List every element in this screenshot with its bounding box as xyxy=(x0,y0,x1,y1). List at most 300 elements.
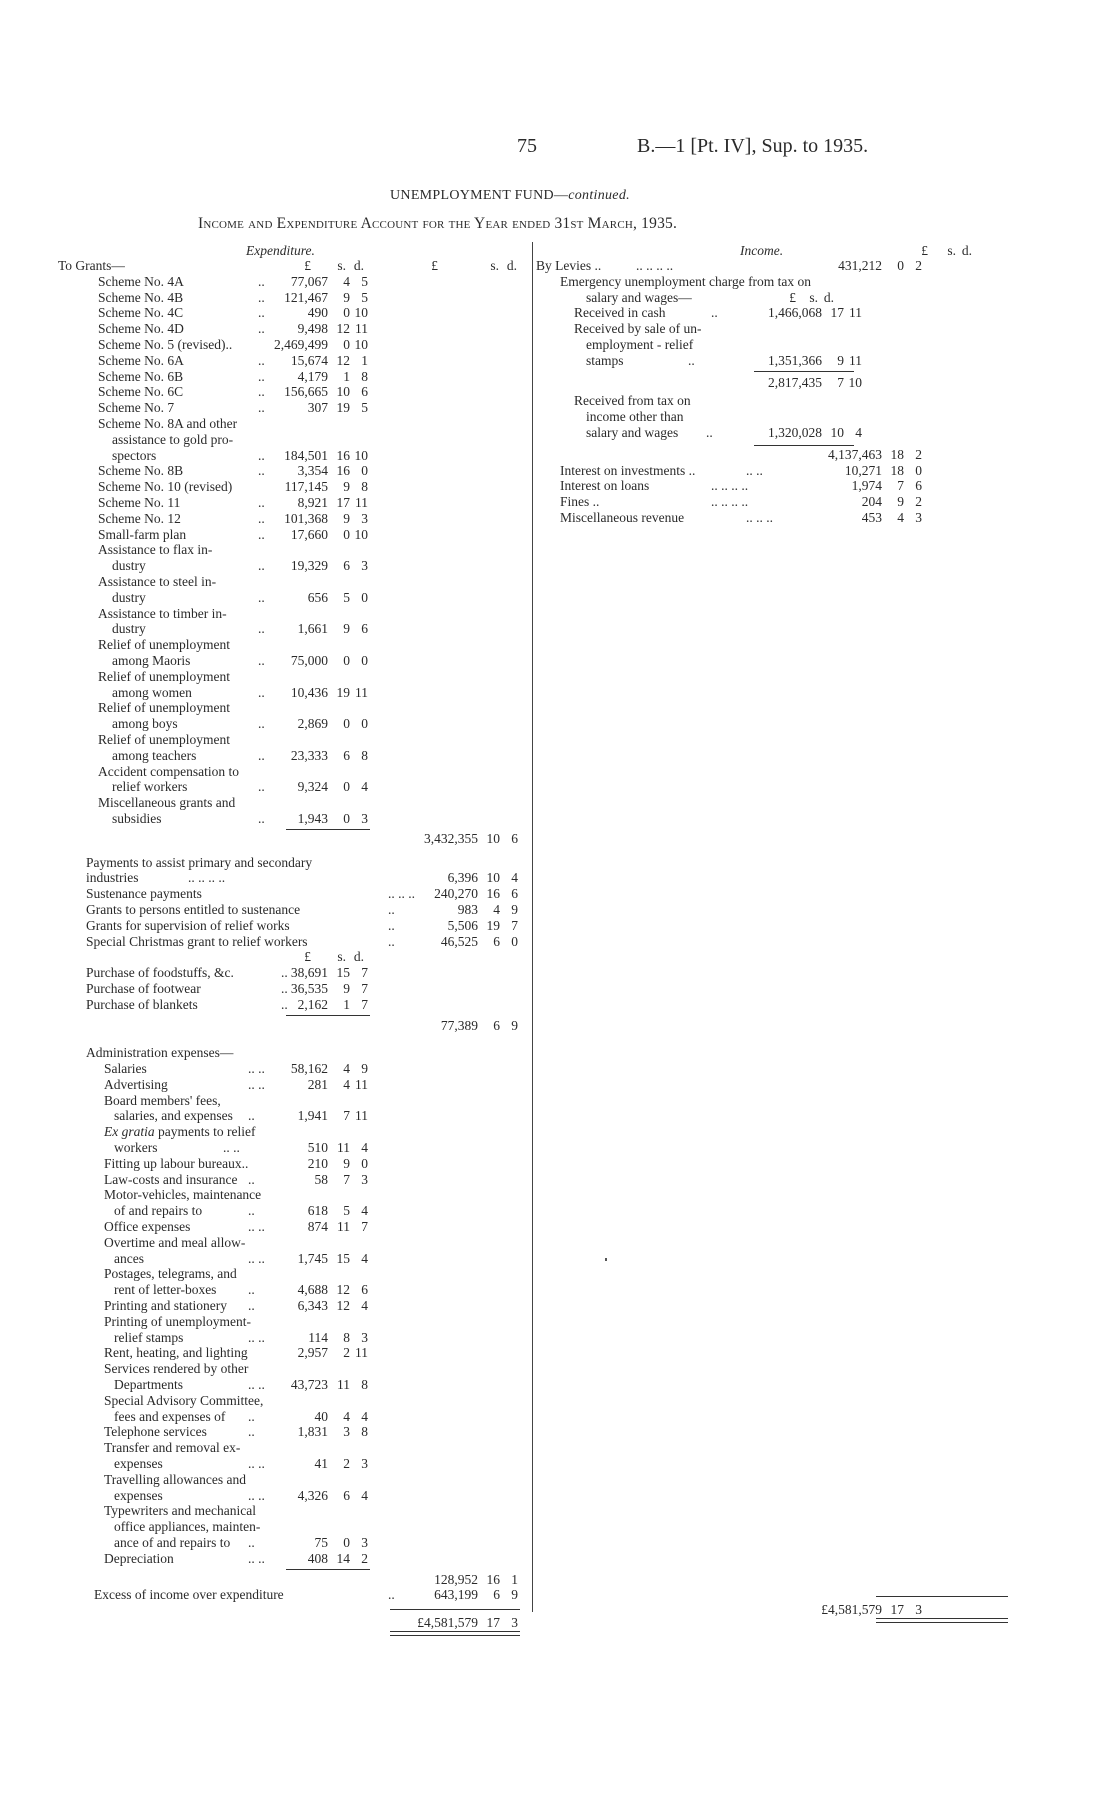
income-other-2-pence: 2 xyxy=(915,494,922,510)
grant-4-label: Scheme No. 5 (revised).. xyxy=(98,337,233,352)
grant-23-label: Miscellaneous grants and xyxy=(98,795,236,811)
admin-7-pence: 7 xyxy=(361,1219,368,1234)
grant-9-label: spectors xyxy=(112,447,157,463)
admin-16-shillings: 2 xyxy=(343,1456,350,1471)
admin-19-leader: .. .. xyxy=(248,1550,265,1566)
admin-11-pounds: 114 xyxy=(308,1329,328,1345)
payment-3-label: Grants for supervision of relief works xyxy=(86,917,290,933)
grant-20-pence: 0 xyxy=(361,716,368,732)
grant-15-pence: 3 xyxy=(361,558,368,574)
other-tax-label: Received from tax on xyxy=(574,393,691,409)
payment-3-leader: .. xyxy=(388,917,395,933)
grants-subtotal-rule xyxy=(286,829,370,830)
payment-1-label: Sustenance payments xyxy=(86,886,202,902)
income-other-0-leader: .. .. xyxy=(746,462,763,478)
grant-19-leader: .. xyxy=(258,684,265,700)
purchase-2-label: Purchase of blankets xyxy=(86,996,198,1012)
admin-7-pounds: 874 xyxy=(307,1219,328,1234)
levies-label: By Levies .. xyxy=(536,258,602,273)
grant-20-label: among boys xyxy=(112,716,178,732)
grant-23-pounds: 1,943 xyxy=(297,811,328,826)
admin-0-leader: .. .. xyxy=(248,1061,265,1076)
grant-16-leader: .. xyxy=(258,589,265,605)
grant-18-label: among Maoris xyxy=(112,653,191,668)
admin-13-pounds: 43,723 xyxy=(290,1377,328,1392)
grant-21-shillings: 6 xyxy=(343,747,350,763)
received-stamps-label: stamps xyxy=(586,352,624,368)
grant-8-label: Scheme No. 7 xyxy=(98,400,175,416)
account-title: Income and Expenditure Account for the Year ended 31st March, 1935. xyxy=(198,215,678,232)
grant-12-pence: 11 xyxy=(355,495,368,510)
other-tax-pounds: 1,320,028 xyxy=(768,425,822,440)
admin-3-pounds: 510 xyxy=(307,1140,328,1155)
grant-0-pounds: 77,067 xyxy=(290,273,328,289)
payment-4-shillings: 6 xyxy=(493,933,500,949)
grant-0-shillings: 4 xyxy=(343,273,350,289)
income-grand-total-shillings: 17 xyxy=(890,1602,904,1617)
grant-20-shillings: 0 xyxy=(343,716,350,732)
grant-7-pence: 6 xyxy=(361,384,368,400)
received-cash-label: Received in cash xyxy=(574,305,666,321)
emergency-subtotal-rule xyxy=(754,371,854,372)
purchase-0-pounds: 38,691 xyxy=(290,965,328,981)
income-other-2-pounds: 204 xyxy=(861,494,882,510)
grant-7-shillings: 10 xyxy=(336,384,350,400)
received-stamps-leader: .. xyxy=(688,352,695,368)
grant-18-shillings: 0 xyxy=(343,653,350,668)
grant-3-label: Scheme No. 4D xyxy=(98,321,184,337)
admin-17-pounds: 4,326 xyxy=(297,1487,328,1503)
excess-pounds: 643,199 xyxy=(434,1587,478,1603)
tax-total-pounds: 4,137,463 xyxy=(828,446,882,462)
emergency-label: Emergency unemployment charge from tax on xyxy=(560,273,812,289)
admin-16-pounds: 41 xyxy=(314,1456,328,1471)
payment-0-pounds: 6,396 xyxy=(447,870,478,886)
grant-4-shillings: 0 xyxy=(343,337,350,352)
admin-11-pence: 3 xyxy=(361,1329,368,1345)
grant-1-pence: 5 xyxy=(361,289,368,305)
admin-14-label: Special Advisory Committee, xyxy=(104,1392,264,1408)
excess-shillings: 6 xyxy=(493,1587,500,1603)
admin-6-label: of and repairs to xyxy=(114,1203,203,1219)
received-cash-pounds: 1,466,068 xyxy=(768,305,822,321)
emergency-label-2: salary and wages— xyxy=(586,289,692,305)
payment-2-shillings: 4 xyxy=(493,902,500,917)
admin-0-shillings: 4 xyxy=(343,1061,350,1076)
admin-label: Administration expenses— xyxy=(86,1045,234,1061)
grant-10-pence: 0 xyxy=(361,463,368,479)
admin-10-label: Printing and stationery xyxy=(104,1298,227,1313)
admin-10-pence: 4 xyxy=(361,1298,368,1313)
grant-22-label: relief workers xyxy=(112,779,188,795)
grant-6-label: Scheme No. 6B xyxy=(98,368,184,384)
admin-19-label: Depreciation xyxy=(104,1550,174,1566)
grant-18-leader: .. xyxy=(258,653,265,668)
grant-3-shillings: 12 xyxy=(336,321,350,337)
received-stamps-pence: 11 xyxy=(849,352,862,368)
grant-15-pounds: 19,329 xyxy=(290,558,328,574)
payment-3-pence: 7 xyxy=(511,917,518,933)
admin-18-shillings: 0 xyxy=(343,1535,350,1550)
received-cash-pence: 11 xyxy=(849,305,862,321)
grant-17-label: Assistance to timber in- xyxy=(98,605,227,621)
grant-0-label: Scheme No. 4A xyxy=(98,273,184,289)
admin-7-leader: .. .. xyxy=(248,1219,265,1234)
admin-18-leader: .. xyxy=(248,1535,255,1550)
grant-23-shillings: 0 xyxy=(343,811,350,826)
admin-8-shillings: 15 xyxy=(336,1250,350,1266)
admin-1-label: Advertising xyxy=(104,1076,168,1092)
grant-2-label: Scheme No. 4C xyxy=(98,305,184,321)
other-tax-pence: 4 xyxy=(855,425,862,440)
admin-2-leader: .. xyxy=(248,1108,255,1124)
page-number: 75 xyxy=(517,135,537,157)
purchase-2-leader: .. xyxy=(281,996,288,1012)
grant-22-label: Accident compensation to xyxy=(98,763,239,779)
income-other-0-pence: 0 xyxy=(915,462,922,478)
grant-5-pounds: 15,674 xyxy=(290,352,328,368)
inner-shillings-header: s. xyxy=(337,258,346,273)
grant-21-pence: 8 xyxy=(361,747,368,763)
grant-3-pence: 11 xyxy=(355,321,368,337)
ex-gratia-text: Ex gratia xyxy=(104,1124,155,1140)
grant-11-label: Scheme No. 10 (revised) xyxy=(98,479,233,495)
admin-9-shillings: 12 xyxy=(336,1282,350,1298)
admin-2-shillings: 7 xyxy=(343,1108,350,1124)
emergency-subtotal-pounds: 2,817,435 xyxy=(768,374,822,390)
grant-8-leader: .. xyxy=(258,400,265,416)
grant-22-leader: .. xyxy=(258,779,265,795)
grant-2-pence: 10 xyxy=(354,305,368,321)
grant-13-shillings: 9 xyxy=(343,510,350,526)
admin-1-leader: .. .. xyxy=(248,1076,265,1092)
grant-8-pounds: 307 xyxy=(307,400,328,416)
purchase-2-shillings: 1 xyxy=(343,996,350,1012)
document-reference: B.—1 [Pt. IV], Sup. to 1935. xyxy=(637,135,869,157)
admin-10-leader: .. xyxy=(248,1298,255,1313)
grant-22-pounds: 9,324 xyxy=(297,779,328,795)
admin-8-pounds: 1,745 xyxy=(297,1250,328,1266)
levies-pence: 2 xyxy=(915,258,922,273)
grant-11-pounds: 117,145 xyxy=(284,479,328,495)
grant-1-pounds: 121,467 xyxy=(284,289,328,305)
admin-8-label: ances xyxy=(114,1250,144,1266)
income-grand-total-pence: 3 xyxy=(915,1602,922,1617)
admin-14-label: fees and expenses of xyxy=(114,1408,226,1424)
other-tax-label: salary and wages xyxy=(586,425,679,440)
admin-19-pence: 2 xyxy=(361,1550,368,1566)
inner-pence-header: d. xyxy=(353,258,364,273)
admin-13-pence: 8 xyxy=(361,1377,368,1392)
received-cash-shillings: 17 xyxy=(830,305,844,321)
income-other-3-label: Miscellaneous revenue xyxy=(560,510,685,525)
purchases-subtotal-rule xyxy=(286,1015,370,1016)
expenditure-column xyxy=(58,243,532,1638)
grant-14-label: Small-farm plan xyxy=(98,526,187,542)
admin-total-shillings: 16 xyxy=(486,1571,500,1587)
grant-7-label: Scheme No. 6C xyxy=(98,384,184,400)
grant-9-shillings: 16 xyxy=(336,447,350,463)
admin-4-shillings: 9 xyxy=(343,1155,350,1171)
admin-3-label: Ex gratia payments to relief xyxy=(104,1124,256,1140)
admin-0-pounds: 58,162 xyxy=(290,1061,328,1076)
income-shillings-header: s. xyxy=(947,243,956,258)
received-stamps-label: employment - relief xyxy=(586,337,694,352)
grant-4-pounds: 2,469,499 xyxy=(274,337,328,352)
emergency-pounds-header: £ xyxy=(789,289,796,305)
grant-10-leader: .. xyxy=(258,463,265,479)
admin-11-shillings: 8 xyxy=(343,1329,350,1345)
admin-6-label: Motor-vehicles, maintenance xyxy=(104,1187,262,1203)
grants-total-pounds: 3,432,355 xyxy=(424,830,478,846)
admin-9-pence: 6 xyxy=(361,1282,368,1298)
admin-17-shillings: 6 xyxy=(343,1487,350,1503)
grant-21-pounds: 23,333 xyxy=(290,747,328,763)
payment-4-leader: .. xyxy=(388,933,395,949)
income-other-2-leader: .. .. .. .. xyxy=(711,494,749,510)
admin-18-pounds: 75 xyxy=(314,1535,328,1550)
grant-15-label: Assistance to flax in- xyxy=(98,542,213,558)
admin-12-pence: 11 xyxy=(355,1345,368,1361)
excess-pence: 9 xyxy=(511,1587,518,1603)
admin-16-label: expenses xyxy=(114,1456,163,1471)
income-other-3-pounds: 453 xyxy=(861,510,882,525)
admin-0-label: Salaries xyxy=(104,1061,147,1076)
income-heading: Income. xyxy=(740,243,784,258)
admin-2-pence: 11 xyxy=(355,1108,368,1124)
admin-16-pence: 3 xyxy=(361,1456,368,1471)
grant-10-pounds: 3,354 xyxy=(297,463,328,479)
purchase-1-label: Purchase of footwear xyxy=(86,981,201,996)
payment-1-pounds: 240,270 xyxy=(434,886,478,902)
grant-0-leader: .. xyxy=(258,273,265,289)
levies-leader: .. .. .. .. xyxy=(636,258,674,273)
grant-9-label: Scheme No. 8A and other xyxy=(98,416,238,431)
grant-8-pence: 5 xyxy=(361,400,368,416)
admin-3-shillings: 11 xyxy=(337,1140,350,1155)
payment-0-shillings: 10 xyxy=(486,870,500,886)
admin-18-label: Typewriters and mechanical xyxy=(104,1503,256,1519)
admin-14-pence: 4 xyxy=(361,1408,368,1424)
payment-2-leader: .. xyxy=(388,902,395,917)
income-other-3-leader: .. .. .. xyxy=(746,510,773,525)
admin-15-label: Telephone services xyxy=(104,1424,207,1440)
income-other-1-leader: .. .. .. .. xyxy=(711,478,749,494)
column-divider xyxy=(532,242,533,1612)
purchase-pence-header: d. xyxy=(353,949,364,965)
admin-8-label: Overtime and meal allow- xyxy=(104,1234,246,1250)
purchases-total-pence: 9 xyxy=(511,1017,518,1033)
outer-shillings-header: s. xyxy=(490,258,499,273)
admin-14-shillings: 4 xyxy=(343,1408,350,1424)
admin-15-pence: 8 xyxy=(361,1424,368,1440)
purchase-2-pence: 7 xyxy=(361,996,368,1012)
admin-6-pence: 4 xyxy=(361,1203,368,1219)
grant-1-shillings: 9 xyxy=(343,289,350,305)
payment-1-shillings: 16 xyxy=(486,886,500,902)
admin-total-pence: 1 xyxy=(511,1571,518,1587)
grant-9-pence: 10 xyxy=(354,447,368,463)
admin-7-label: Office expenses xyxy=(104,1219,191,1234)
admin-3-pence: 4 xyxy=(361,1140,368,1155)
admin-8-pence: 4 xyxy=(361,1250,368,1266)
admin-1-shillings: 4 xyxy=(343,1076,350,1092)
grant-5-leader: .. xyxy=(258,352,265,368)
admin-12-pounds: 2,957 xyxy=(297,1345,328,1361)
grant-21-leader: .. xyxy=(258,747,265,763)
payment-3-shillings: 19 xyxy=(486,917,500,933)
admin-5-pounds: 58 xyxy=(314,1171,328,1187)
grant-22-pence: 4 xyxy=(361,779,368,795)
grants-total-shillings: 10 xyxy=(486,830,500,846)
admin-14-leader: .. xyxy=(248,1408,255,1424)
print-speck xyxy=(605,1258,607,1261)
grant-5-label: Scheme No. 6A xyxy=(98,352,184,368)
admin-11-label: relief stamps xyxy=(114,1329,184,1345)
grant-14-shillings: 0 xyxy=(343,526,350,542)
payment-4-pence: 0 xyxy=(511,933,518,949)
admin-9-label: rent of letter-boxes xyxy=(114,1282,217,1298)
grant-17-label: dustry xyxy=(112,621,146,637)
grant-21-label: Relief of unemployment xyxy=(98,732,230,747)
income-other-2-label: Fines .. xyxy=(560,494,600,510)
grant-14-leader: .. xyxy=(258,526,265,542)
grant-12-label: Scheme No. 11 xyxy=(98,495,181,510)
income-other-0-shillings: 18 xyxy=(890,462,904,478)
admin-17-label: expenses xyxy=(114,1487,163,1503)
income-other-2-shillings: 9 xyxy=(897,494,904,510)
grant-15-shillings: 6 xyxy=(343,558,350,574)
grant-9-leader: .. xyxy=(258,447,265,463)
income-other-0-label: Interest on investments .. xyxy=(560,462,696,478)
admin-11-leader: .. .. xyxy=(248,1329,265,1345)
received-stamps-shillings: 9 xyxy=(837,352,844,368)
grant-6-leader: .. xyxy=(258,368,265,384)
admin-5-shillings: 7 xyxy=(343,1171,350,1187)
admin-3-label: workers xyxy=(114,1140,158,1155)
grant-13-leader: .. xyxy=(258,510,265,526)
grant-12-shillings: 17 xyxy=(336,495,350,510)
grant-0-pence: 5 xyxy=(361,273,368,289)
admin-6-shillings: 5 xyxy=(343,1203,350,1219)
grant-7-leader: .. xyxy=(258,384,265,400)
grant-11-pence: 8 xyxy=(361,479,368,495)
grant-16-pence: 0 xyxy=(361,589,368,605)
grant-19-label: among women xyxy=(112,684,192,700)
purchase-0-pence: 7 xyxy=(361,965,368,981)
tax-total-pence: 2 xyxy=(915,446,922,462)
payment-0-label: industries xyxy=(86,870,139,886)
grant-7-pounds: 156,665 xyxy=(284,384,328,400)
admin-15-leader: .. xyxy=(248,1424,255,1440)
other-tax-leader: .. xyxy=(706,425,713,440)
grant-3-leader: .. xyxy=(258,321,265,337)
admin-9-label: Postages, telegrams, and xyxy=(104,1266,237,1282)
payment-2-pence: 9 xyxy=(511,902,518,917)
admin-6-pounds: 618 xyxy=(307,1203,328,1219)
grant-21-label: among teachers xyxy=(112,747,197,763)
grant-1-label: Scheme No. 4B xyxy=(98,289,184,305)
admin-5-label: Law-costs and insurance xyxy=(104,1171,238,1187)
purchase-1-pounds: 36,535 xyxy=(290,981,328,996)
admin-12-label: Rent, heating, and lighting xyxy=(104,1345,248,1361)
payment-1-leader: .. .. .. xyxy=(388,886,415,902)
grant-3-pounds: 9,498 xyxy=(297,321,328,337)
grant-1-leader: .. xyxy=(258,289,265,305)
income-other-1-pence: 6 xyxy=(915,478,922,494)
grant-6-pounds: 4,179 xyxy=(297,368,328,384)
grant-2-pounds: 490 xyxy=(307,305,328,321)
grant-9-pounds: 184,501 xyxy=(284,447,328,463)
expenditure-grand-total-pounds: £4,581,579 xyxy=(417,1615,478,1631)
admin-1-pounds: 281 xyxy=(307,1076,328,1092)
admin-2-label: salaries, and expenses xyxy=(114,1108,233,1124)
admin-2-label: Board members' fees, xyxy=(104,1092,221,1108)
income-other-0-pounds: 10,271 xyxy=(844,462,882,478)
purchase-shillings-header: s. xyxy=(337,949,346,965)
purchase-1-pence: 7 xyxy=(361,981,368,996)
payment-4-label: Special Christmas grant to relief workers xyxy=(86,933,308,949)
grant-20-leader: .. xyxy=(258,716,265,732)
admin-15-shillings: 3 xyxy=(343,1424,350,1440)
income-other-1-pounds: 1,974 xyxy=(851,478,882,494)
income-other-1-shillings: 7 xyxy=(897,478,904,494)
admin-16-label: Transfer and removal ex- xyxy=(104,1440,241,1456)
grant-2-shillings: 0 xyxy=(343,305,350,321)
payment-0-pence: 4 xyxy=(511,870,518,886)
admin-3-leader: .. .. xyxy=(223,1140,240,1155)
admin-15-pounds: 1,831 xyxy=(297,1424,328,1440)
purchase-2-pounds: 2,162 xyxy=(297,996,328,1012)
grant-17-pence: 6 xyxy=(361,621,368,637)
purchases-total-shillings: 6 xyxy=(493,1017,500,1033)
grant-23-leader: .. xyxy=(258,811,265,826)
admin-2-pounds: 1,941 xyxy=(297,1108,328,1124)
payment-0-label: Payments to assist primary and secondary xyxy=(86,854,313,870)
received-cash-leader: .. xyxy=(711,305,718,321)
grant-19-shillings: 19 xyxy=(336,684,350,700)
grant-20-pounds: 2,869 xyxy=(297,716,328,732)
income-other-1-label: Interest on loans xyxy=(560,478,650,494)
grants-label: To Grants— xyxy=(58,258,125,273)
admin-19-shillings: 14 xyxy=(336,1550,350,1566)
admin-18-pence: 3 xyxy=(361,1535,368,1550)
admin-10-pounds: 6,343 xyxy=(297,1298,328,1313)
inner-pounds-header: £ xyxy=(304,258,311,273)
grant-10-shillings: 16 xyxy=(336,463,350,479)
admin-12-shillings: 2 xyxy=(343,1345,350,1361)
received-stamps-pounds: 1,351,366 xyxy=(768,352,822,368)
grant-17-leader: .. xyxy=(258,621,265,637)
admin-9-pounds: 4,688 xyxy=(297,1282,328,1298)
grant-20-label: Relief of unemployment xyxy=(98,700,230,716)
income-column xyxy=(536,243,1016,1638)
grant-23-pence: 3 xyxy=(361,811,368,826)
received-stamps-label: Received by sale of un- xyxy=(574,321,702,337)
grant-19-pence: 11 xyxy=(355,684,368,700)
grant-16-shillings: 5 xyxy=(343,589,350,605)
payment-1-pence: 6 xyxy=(511,886,518,902)
levies-shillings: 0 xyxy=(897,258,904,273)
grant-17-shillings: 9 xyxy=(343,621,350,637)
income-pounds-header: £ xyxy=(921,243,928,258)
admin-19-pounds: 408 xyxy=(307,1550,328,1566)
excess-label: Excess of income over expenditure xyxy=(94,1587,284,1603)
purchase-1-shillings: 9 xyxy=(343,981,350,996)
grant-13-pence: 3 xyxy=(361,510,368,526)
admin-subtotal-rule xyxy=(286,1569,370,1570)
grant-8-shillings: 19 xyxy=(336,400,350,416)
